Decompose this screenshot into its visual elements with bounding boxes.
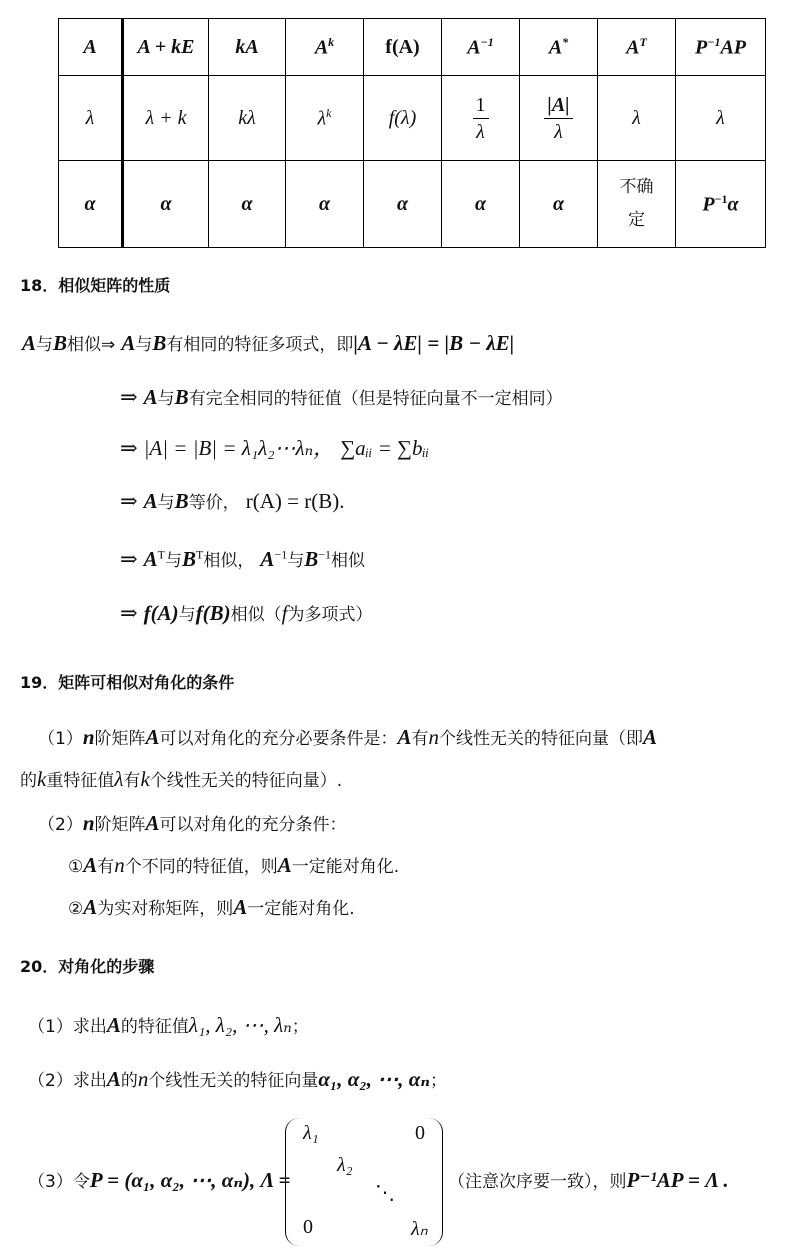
s18-line-6: ⇒ f(A)与f(B)相似（f为多项式） — [120, 601, 373, 625]
s20-step-3-left: （3）令P = (α₁, α₂, ⋯, αₙ), Λ = — [28, 1168, 291, 1192]
table-cell: A — [59, 19, 123, 76]
s18-line-4: ⇒ A与B等价， r(A) = r(B). — [120, 489, 345, 513]
s18-line-2: ⇒ A与B有完全相同的特征值（但是特征向量不一定相同） — [120, 385, 563, 409]
s19-para-1-cont: 的k重特征值λ有k个线性无关的特征向量）. — [20, 767, 343, 791]
table-cell: f(λ) — [364, 76, 442, 161]
matrix-element: ⋱ — [375, 1182, 395, 1204]
table-cell: λ — [676, 76, 766, 161]
table-cell — [442, 76, 520, 161]
table-cell: A* — [520, 19, 598, 76]
table-row — [59, 161, 766, 248]
left-paren — [285, 1118, 300, 1246]
s20-step-3-right: （注意次序要一致），则P⁻¹AP = Λ . — [448, 1168, 729, 1192]
table-cell: kA — [209, 19, 286, 76]
table-cell: $P^{-1}AP$ — [676, 19, 766, 76]
section-heading-18: 18．相似矩阵的性质 — [20, 276, 171, 295]
table-row — [59, 76, 766, 161]
diagonal-matrix — [285, 1118, 443, 1248]
s19-item-1: ①A有n个不同的特征值，则A一定能对角化. — [68, 853, 400, 877]
table-cell: A + kE — [123, 19, 209, 76]
table-cell: α — [364, 161, 442, 248]
right-paren — [428, 1118, 443, 1246]
table-cell: α — [123, 161, 209, 248]
s19-item-2: ②A为实对称矩阵，则A一定能对角化. — [68, 895, 355, 919]
table-cell: α — [59, 161, 123, 248]
table-cell: 不确定 — [598, 161, 676, 248]
table-cell — [520, 76, 598, 161]
table-cell: λ — [598, 76, 676, 161]
s20-step-1: （1）求出A的特征值λ₁, λ₂, ⋯, λₙ； — [28, 1013, 309, 1037]
s18-line-5: ⇒ $A^T$与$B^T$相似， $A^{-1}$与$B^{-1}$相似 — [120, 547, 366, 571]
matrix-element: 0 — [303, 1216, 313, 1238]
table-cell: α — [286, 161, 364, 248]
s20-step-2: （2）求出A的n个线性无关的特征向量α₁, α₂, ⋯, αₙ； — [28, 1067, 447, 1091]
table-cell: λ — [59, 76, 123, 161]
table-cell: $A^k$ — [286, 19, 364, 76]
fraction: $\frac{1}{\lambda}$ — [473, 92, 489, 145]
section-heading-19: 19．矩阵可相似对角化的条件 — [20, 673, 235, 692]
matrix-element: λ₁ — [303, 1122, 319, 1144]
table-cell: $P^{-1}\alpha$ — [676, 161, 766, 248]
s18-line-1: A与B相似⇒ A与B有相同的特征多项式，即|A − λE| = |B − λE| — [22, 331, 515, 355]
table-cell: λ + k — [123, 76, 209, 161]
table-cell: α — [209, 161, 286, 248]
table-cell: α — [520, 161, 598, 248]
table-cell: kλ — [209, 76, 286, 161]
s18-line-3: ⇒ |A| = |B| = λ₁λ₂⋯λₙ， ∑aᵢᵢ = ∑bᵢᵢ — [120, 436, 430, 460]
table-cell: $\lambda^k$ — [286, 76, 364, 161]
table-row — [59, 19, 766, 76]
s19-para-2: （2）n阶矩阵A可以对角化的充分条件： — [38, 811, 347, 835]
eigen-property-table — [58, 18, 766, 248]
table-cell: α — [442, 161, 520, 248]
table-cell: $A^{-1}$ — [442, 19, 520, 76]
table-cell: $A^T$ — [598, 19, 676, 76]
matrix-element: λ₂ — [337, 1154, 353, 1176]
fraction: $\frac{|A|}{\lambda}$ — [544, 92, 572, 145]
section-heading-20: 20．对角化的步骤 — [20, 957, 155, 976]
matrix-element: 0 — [415, 1122, 425, 1144]
matrix-element: λₙ — [411, 1218, 428, 1240]
s19-para-1: （1）n阶矩阵A可以对角化的充分必要条件是：A有n个线性无关的特征向量（即A — [38, 725, 658, 749]
table-cell: f(A) — [364, 19, 442, 76]
